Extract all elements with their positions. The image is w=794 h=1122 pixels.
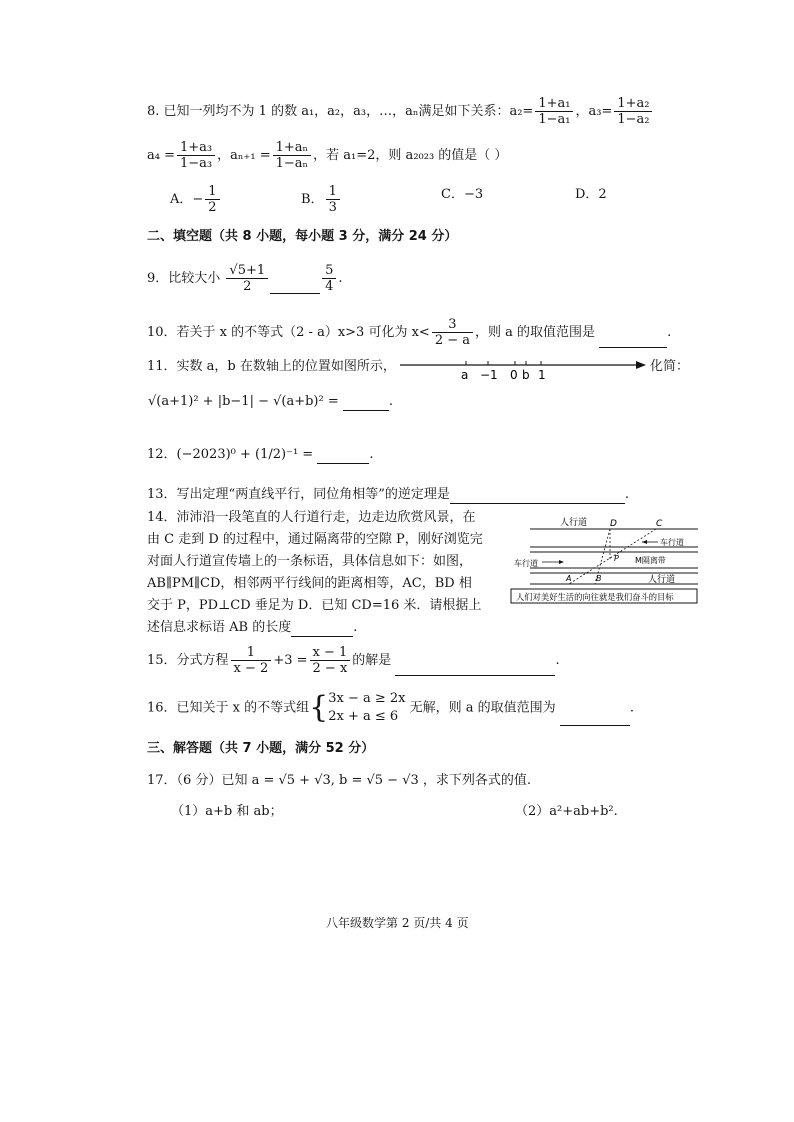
- question-11-line1: [147, 358, 396, 376]
- question-9: [147, 263, 343, 294]
- q9-fraction-2: [322, 263, 336, 294]
- q12-answer-blank[interactable]: [317, 449, 369, 464]
- q14-line-3: 对面人行道宣传墙上的一条标语，具体信息如下：如图，: [147, 554, 473, 569]
- q10-num: 3: [432, 317, 473, 333]
- q10-text2: ，则 a 的取值范围是: [475, 325, 596, 340]
- q16-end: .: [629, 700, 634, 716]
- q11-number-line: [398, 356, 648, 382]
- q13-end: .: [624, 487, 629, 502]
- q12-end: .: [369, 447, 374, 462]
- number-line-label-neg1: −1: [480, 368, 498, 382]
- q8-option-b-label: B．: [301, 192, 324, 207]
- q8-an-lhs: ，aₙ₊₁ =: [217, 148, 271, 163]
- question-10: [147, 317, 671, 348]
- q16-eq1: 3x − a ≥ 2x: [328, 691, 406, 706]
- fig-label-C: C: [656, 519, 663, 529]
- q8-option-a-num: 1: [205, 184, 219, 200]
- question-15: [147, 645, 560, 676]
- q9-end: .: [338, 271, 343, 286]
- q8-option-a: [170, 184, 222, 215]
- q12-expression: 12．(−2023)⁰ + (1/2)⁻¹ =: [147, 447, 314, 462]
- number-line-label-1: 1: [538, 368, 546, 382]
- q10-den: 2 − a: [434, 333, 470, 348]
- q15-text2: 的解是: [352, 653, 392, 668]
- fig-car-road-left-label: 车行道: [514, 559, 538, 568]
- q8-a2-num: 1+a₁: [535, 96, 573, 112]
- q8-a2-lhs: a₂=: [509, 104, 534, 119]
- q11-answer-blank[interactable]: [343, 396, 389, 411]
- q17-sub2: （2）a²+ab+b².: [515, 804, 618, 819]
- question-17: 17．（6 分）已知 a = √5 + √3, b = √5 − √3 ，求下列各式的值.: [147, 773, 532, 788]
- q8-a4-num: 1+a₃: [177, 140, 215, 156]
- fig-banner-slogan: 人们对美好生活的向往就是我们奋斗的目标: [516, 592, 674, 602]
- fig-top-walkway-label: 人行道: [560, 518, 588, 528]
- q8-an-den: 1−aₙ: [275, 156, 309, 171]
- fig-car-road-right-label: 车行道: [660, 538, 684, 547]
- section-2-heading: 二、填空题（共 8 小题，每小题 3 分，满分 24 分）: [147, 229, 458, 244]
- q15-mid: +3 =: [273, 653, 308, 668]
- q8-option-d: D．2: [575, 187, 607, 202]
- q8-text2: ，若 a₁=2，则 a₂₀₂₃ 的值是（ ）: [313, 148, 508, 163]
- q15-answer-blank[interactable]: [395, 661, 555, 676]
- q15-text1: 15．分式方程: [147, 653, 229, 668]
- q8-a3-fraction: [614, 96, 652, 127]
- q8-a2-den: 1−a₁: [538, 112, 571, 127]
- q8-option-b-fraction: [326, 184, 340, 215]
- number-line-label-b: b: [522, 368, 530, 382]
- q8-a4-fraction: [177, 140, 215, 171]
- fig-label-A: A: [566, 574, 572, 583]
- q14-line-6: [147, 619, 357, 637]
- fig-label-D: D: [610, 519, 617, 529]
- q11-expression: √(a+1)² + |b−1| − √(a+b)² =: [148, 394, 339, 409]
- q8-option-a-fraction: [205, 184, 219, 215]
- question-16: [147, 690, 634, 726]
- q8-a4-lhs: a₄ =: [147, 148, 175, 163]
- q9-text: 9．比较大小: [147, 271, 221, 286]
- q17-sub1: （1）a+b 和 ab；: [171, 804, 283, 819]
- q16-answer-blank[interactable]: [560, 711, 630, 726]
- q8-an-num: 1+aₙ: [273, 140, 312, 156]
- q8-a4-den: 1−a₃: [180, 156, 213, 171]
- fig-label-P: P: [614, 554, 619, 563]
- q8-option-b-den: 3: [328, 200, 337, 215]
- q8-option-a-label: A．−: [170, 192, 204, 207]
- number-line-label-a: a: [461, 368, 469, 382]
- q14-line-1: 14．沛沛沿一段笔直的人行道行走，边走边欣赏风景，在: [147, 510, 476, 525]
- q9-den: 2: [243, 279, 252, 294]
- q9-num: √5+1: [226, 263, 268, 279]
- q14-line-5: 交于 P，PD⊥CD 垂足为 D．已知 CD=16 米．请根据上: [147, 598, 482, 613]
- q15-end: .: [555, 653, 560, 668]
- question-11-line2: [148, 393, 393, 411]
- q16-system: [328, 690, 405, 726]
- q11-text1: 11．实数 a，b 在数轴上的位置如图所示，: [147, 359, 396, 374]
- q8-option-b: [301, 184, 342, 215]
- q14-end: .: [353, 620, 358, 635]
- q15-den2: 2 − x: [312, 661, 348, 676]
- q8-a3-num: 1+a₂: [614, 96, 652, 112]
- q11-end: .: [388, 394, 394, 409]
- q14-line-4: AB∥PM∥CD，相邻两平行线间的距离相等，AC，BD 相: [147, 576, 472, 591]
- question-8-line2: [147, 140, 507, 171]
- page-footer: 八年级数学第 2 页/共 4 页: [326, 916, 469, 930]
- q10-fraction: [432, 317, 473, 348]
- q8-a3-lhs: ，a₃=: [575, 104, 613, 119]
- q13-text: 13．写出定理“两直线平行，同位角相等”的逆定理是: [147, 487, 450, 502]
- q10-end: .: [667, 325, 672, 340]
- q15-fraction-2: [310, 645, 351, 676]
- q8-text1: 8. 已知一列均不为 1 的数 a₁，a₂，a₃，…，aₙ满足如下关系：: [147, 104, 510, 119]
- q8-option-a-den: 2: [208, 200, 217, 215]
- q8-a2-fraction: [535, 96, 573, 127]
- q16-eq2: 2x + a ≤ 6: [328, 709, 399, 724]
- q15-den1: x − 2: [233, 661, 269, 676]
- q15-num2: x − 1: [310, 645, 351, 661]
- q14-figure: [510, 514, 700, 610]
- q13-answer-blank[interactable]: [450, 489, 625, 504]
- question-12: [147, 446, 373, 464]
- number-line-label-0: 0: [510, 368, 518, 382]
- q15-num1: 1: [231, 645, 272, 661]
- q9-answer-blank[interactable]: [270, 279, 320, 294]
- q8-an-fraction: [273, 140, 312, 171]
- q8-option-b-num: 1: [326, 184, 340, 200]
- q8-a3-den: 1−a₂: [617, 112, 650, 127]
- q11-simplify-label: 化简：: [650, 359, 690, 374]
- q14-answer-blank[interactable]: [291, 622, 353, 637]
- q9-den2: 4: [325, 279, 334, 294]
- q9-fraction-1: [226, 263, 268, 294]
- q16-text1: 16．已知关于 x 的不等式组: [147, 700, 310, 716]
- q10-answer-blank[interactable]: [599, 333, 667, 348]
- fig-median-label: M隔离带: [635, 556, 666, 565]
- q14-line-6-text: 述信息求标语 AB 的长度: [147, 620, 292, 635]
- q10-text1: 10．若关于 x 的不等式（2 - a）x>3 可化为 x<: [147, 325, 430, 340]
- q8-option-c: C．−3: [441, 187, 484, 202]
- q16-brace: {: [309, 690, 329, 725]
- q15-fraction-1: [231, 645, 272, 676]
- q16-text2: 无解，则 a 的取值范围为: [409, 700, 556, 716]
- fig-label-B: B: [596, 574, 602, 583]
- fig-bottom-walkway-label: 人行道: [648, 575, 676, 585]
- question-13: [147, 486, 629, 504]
- question-8-line1: [147, 96, 654, 127]
- q9-num2: 5: [322, 263, 336, 279]
- q14-line-2: 由 C 走到 D 的过程中，通过隔离带的空隙 P，刚好浏览完: [147, 532, 483, 547]
- section-3-heading: 三、解答题（共 7 小题，满分 52 分）: [147, 741, 375, 756]
